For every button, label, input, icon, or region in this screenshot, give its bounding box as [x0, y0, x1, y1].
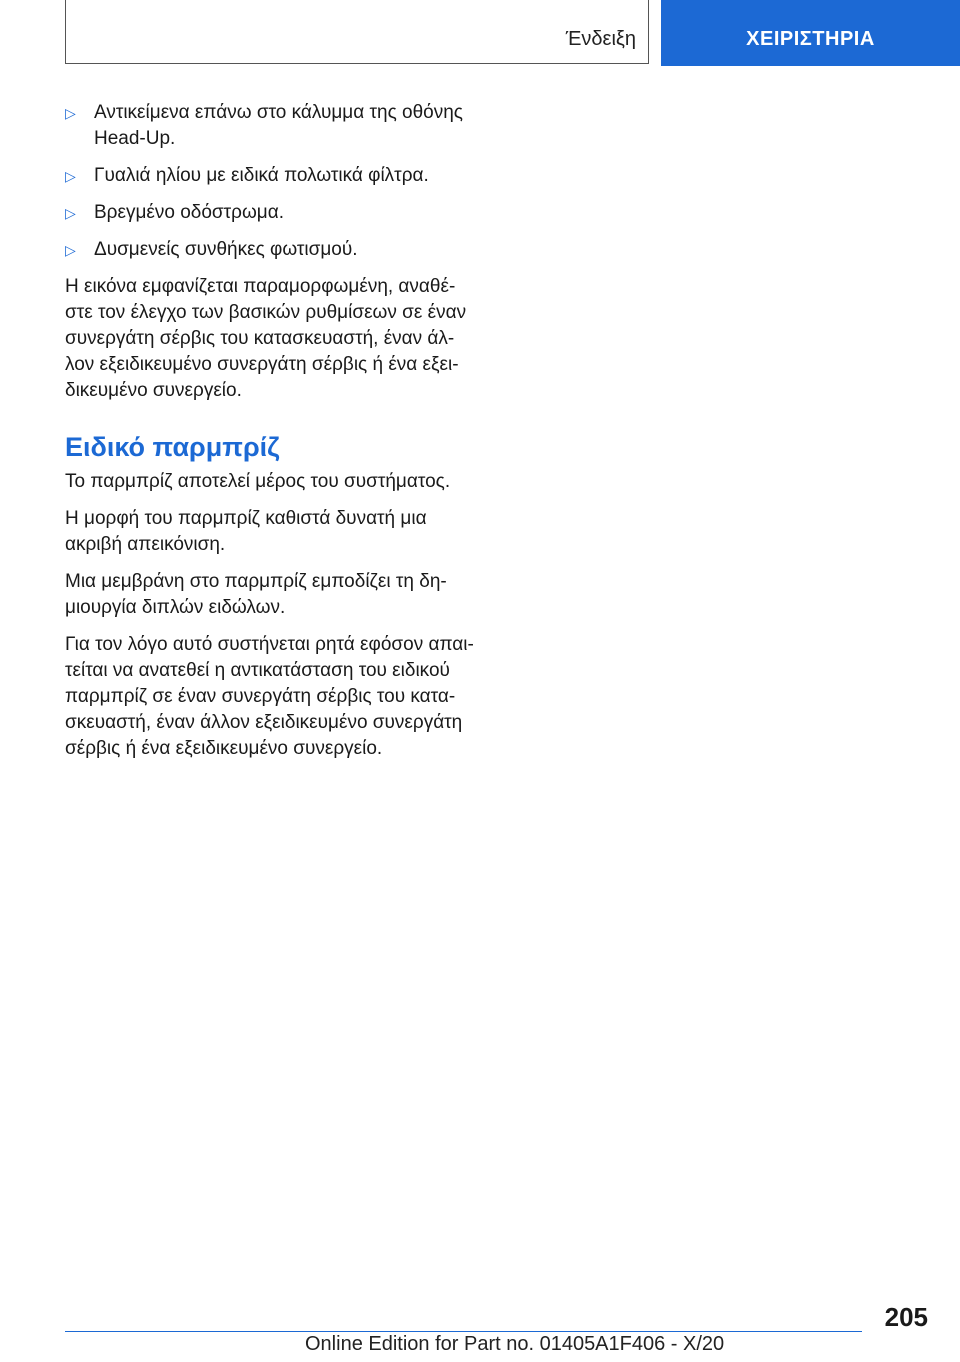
paragraph-windshield-part: Το παρμπρίζ αποτελεί μέρος του συστήματος.	[65, 471, 451, 492]
triangle-bullet-icon: ▷	[65, 105, 76, 121]
list-item	[65, 200, 485, 226]
section-heading: Ειδικό παρμπρίζ	[65, 432, 280, 462]
bullet-text: Head-Up.	[94, 128, 176, 149]
bullet-text: Γυαλιά ηλίου με ειδικά πολωτικά φίλτρα.	[94, 165, 429, 186]
page-header	[0, 0, 960, 66]
section-tab	[65, 0, 649, 64]
list-item	[65, 100, 485, 152]
triangle-bullet-icon: ▷	[65, 205, 76, 221]
footer-divider	[65, 1331, 862, 1332]
bullet-text: Δυσμενείς συνθήκες φωτισμού.	[94, 239, 358, 260]
chapter-label: ΧΕΙΡΙΣΤΗΡΙΑ	[746, 28, 875, 50]
triangle-bullet-icon: ▷	[65, 168, 76, 184]
section-label: Ένδειξη	[565, 28, 636, 50]
list-item	[65, 237, 485, 263]
bullet-list	[65, 100, 485, 263]
triangle-bullet-icon: ▷	[65, 242, 76, 258]
paragraph-membrane: Μια μεμβράνη στο παρμπρίζ εμποδίζει τη δη- μιουργία διπλών ειδώλων.	[65, 571, 447, 618]
bullet-text: Βρεγμένο οδόστρωμα.	[94, 202, 285, 223]
footer-edition: Online Edition for Part no. 01405A1F406 - X/20	[305, 1333, 725, 1355]
paragraph-distortion: Η εικόνα εμφανίζεται παραμορφωμένη, αναθέ- στε τον έλεγχο των βασικών ρυθμίσεων σε έναν συνεργάτη σέρβις του κατασκευαστή, έναν άλ- λον εξειδικευμένο συνεργάτη σέρβις ή ένα εξει- δικευμένο συνεργείο.	[65, 276, 467, 401]
page-number: 205	[884, 1302, 928, 1332]
paragraph-replacement: Για τον λόγο αυτό συστήνεται ρητά εφόσον απαι- τείται να ανατεθεί η αντικατάσταση του ειδικού παρμπρίζ σε έναν συνεργάτη σέρβις του κατα- σκευαστή, έναν άλλον εξειδικευμένο συνεργάτη σέρβις ή ένα εξειδικευμένο συνεργείο.	[65, 634, 474, 759]
chapter-tab	[661, 0, 960, 66]
list-item	[65, 163, 485, 189]
main-content	[65, 100, 485, 773]
paragraph-windshield-shape: Η μορφή του παρμπρίζ καθιστά δυνατή μια ακριβή απεικόνιση.	[65, 508, 427, 555]
bullet-text: Αντικείμενα επάνω στο κάλυμμα της οθόνης	[94, 102, 463, 123]
